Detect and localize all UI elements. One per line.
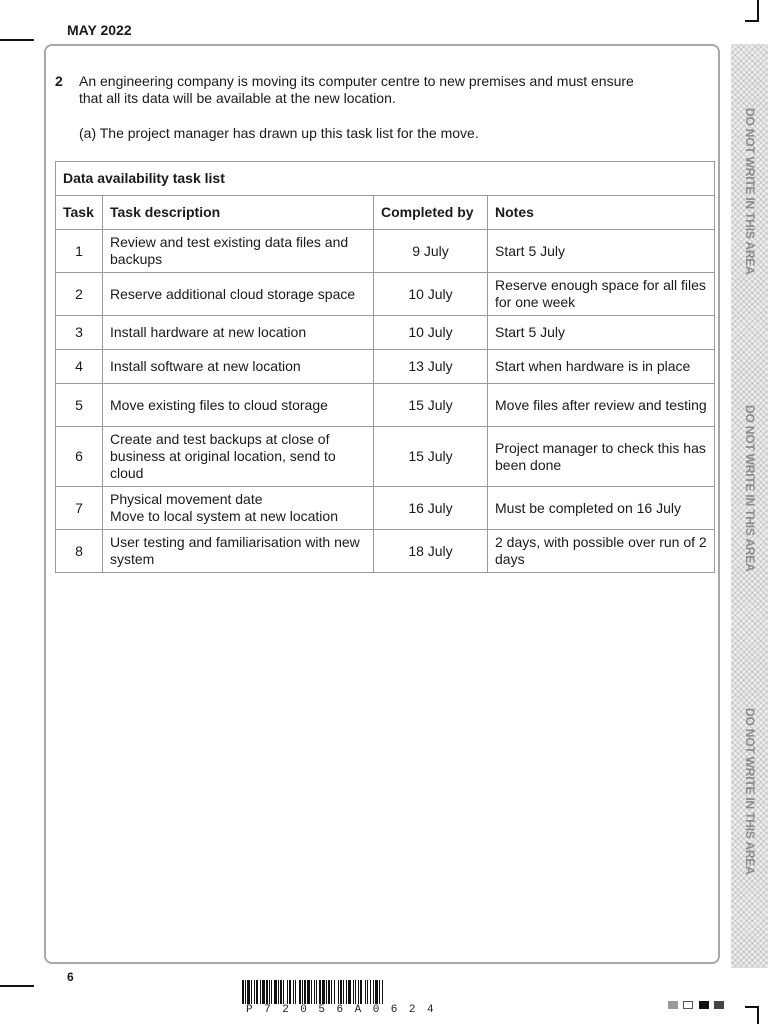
table-caption-row [56,162,715,196]
task-description: Review and test existing data files and backups [103,230,374,273]
table-row [56,273,715,316]
task-notes: Project manager to check this has been done [488,427,715,487]
header-task: Task [56,196,103,230]
task-number: 4 [56,350,103,384]
task-description: Move existing files to cloud storage [103,384,374,427]
marker-square-dark [714,1001,724,1009]
task-number: 8 [56,530,103,573]
barcode-number: P72056A0624 [246,1004,446,1016]
marker-square-white [683,1001,693,1009]
task-number: 7 [56,487,103,530]
margin-warning-2: DO NOT WRITE IN THIS AREA [743,405,757,572]
header-notes: Notes [488,196,715,230]
task-description-line-1: Physical movement date [110,491,263,507]
crop-mark-top-left [0,39,34,41]
table-row [56,384,715,427]
margin-warning-3: DO NOT WRITE IN THIS AREA [743,708,757,875]
question-number: 2 [55,73,63,89]
table-row [56,427,715,487]
task-completed-by: 13 July [374,350,488,384]
task-notes: Reserve enough space for all files for one week [488,273,715,316]
task-description: Create and test backups at close of business at original location, send to cloud [103,427,374,487]
task-completed-by: 16 July [374,487,488,530]
task-completed-by: 15 July [374,427,488,487]
margin-warning-1: DO NOT WRITE IN THIS AREA [743,108,757,275]
barcode-graphic [242,980,524,1004]
table-row [56,316,715,350]
crop-mark-top-right-h [745,20,759,22]
task-number: 6 [56,427,103,487]
question-part-a: (a) The project manager has drawn up this task list for the move. [79,125,479,141]
task-completed-by: 18 July [374,530,488,573]
table-row [56,350,715,384]
task-description-line-2: Move to local system at new location [110,508,338,524]
task-notes: Start 5 July [488,230,715,273]
table-header-row [56,196,715,230]
header-completed-by: Completed by [374,196,488,230]
table-caption: Data availability task list [56,162,715,196]
task-number: 3 [56,316,103,350]
marker-square-grey [668,1001,678,1009]
task-notes: 2 days, with possible over run of 2 days [488,530,715,573]
crop-mark-bottom-left [0,985,34,987]
task-completed-by: 15 July [374,384,488,427]
task-notes: Start 5 July [488,316,715,350]
task-completed-by: 10 July [374,273,488,316]
task-number: 1 [56,230,103,273]
task-notes: Start when hardware is in place [488,350,715,384]
task-description: User testing and familiarisation with new system [103,530,374,573]
page-marker-squares [668,996,725,1006]
table-row [56,230,715,273]
task-completed-by: 10 July [374,316,488,350]
crop-mark-bottom-right-v [757,1006,759,1024]
crop-mark-top-right-v [757,0,759,20]
task-number: 2 [56,273,103,316]
header-task-description: Task description [103,196,374,230]
task-completed-by: 9 July [374,230,488,273]
marker-square-black [699,1001,709,1009]
task-notes: Move files after review and testing [488,384,715,427]
page-number: 6 [67,970,74,984]
task-number: 5 [56,384,103,427]
table-row [56,530,715,573]
task-description [103,487,374,530]
table-row [56,487,715,530]
task-notes: Must be completed on 16 July [488,487,715,530]
task-description: Install hardware at new location [103,316,374,350]
task-list-table [55,161,715,573]
question-text: An engineering company is moving its computer centre to new premises and must ensure that all its data will be available at the new location. [79,73,634,106]
exam-date: MAY 2022 [67,22,132,38]
task-description: Reserve additional cloud storage space [103,273,374,316]
task-description: Install software at new location [103,350,374,384]
